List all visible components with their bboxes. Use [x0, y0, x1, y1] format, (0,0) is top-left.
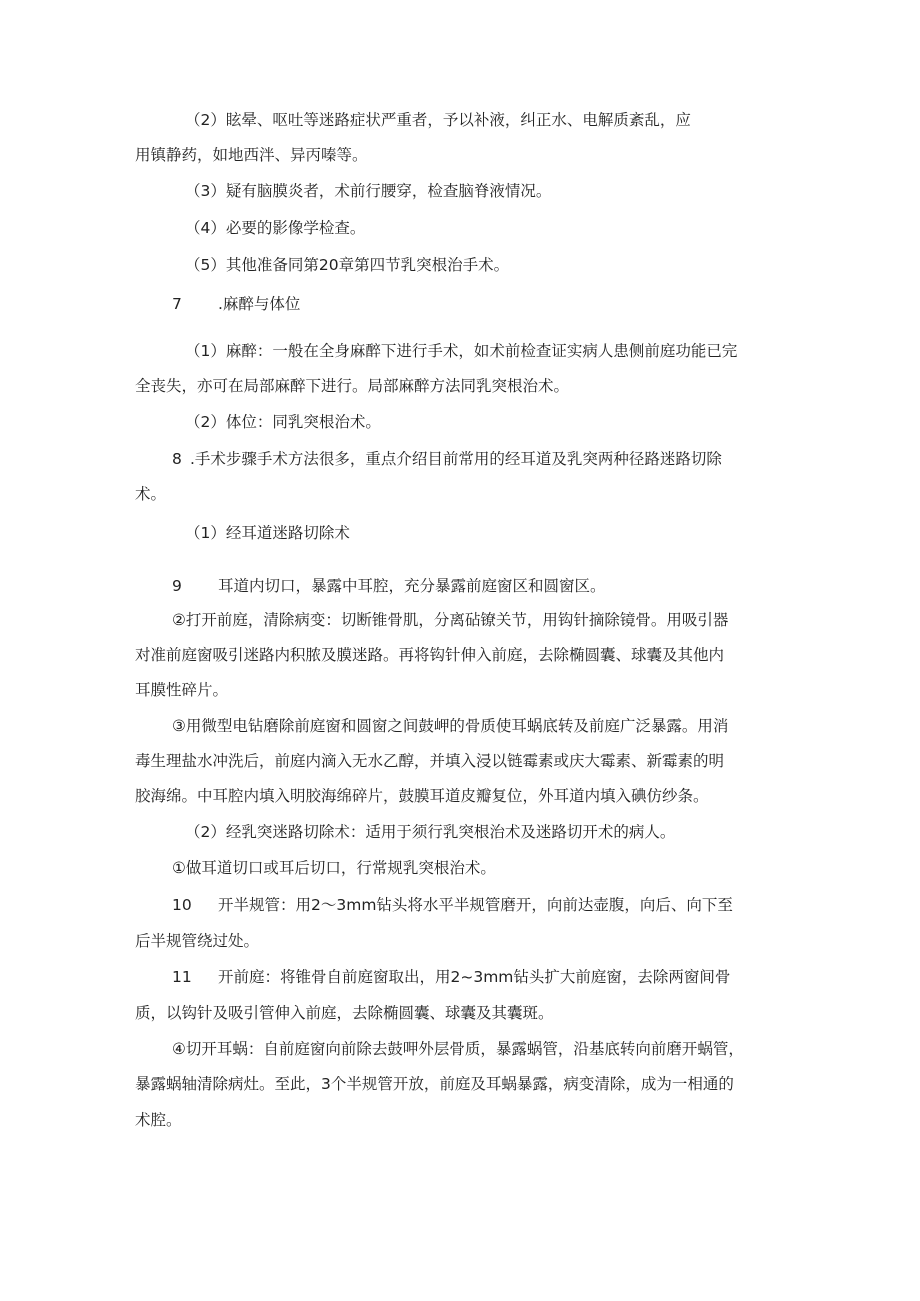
para-2-line-1: （2）眩晕、呕吐等迷路症状严重者，予以补液，纠正水、电解质紊乱，应 [185, 111, 691, 129]
anesthesia-line-1: （1）麻醉：一般在全身麻醉下进行手术，如术前检查证实病人患侧前庭功能已完 [185, 342, 738, 360]
section-number: 7 [172, 295, 182, 313]
para-4: （4）必要的影像学检查。 [185, 219, 366, 237]
section-7-heading [172, 294, 300, 314]
section-8-line-1 [172, 449, 722, 469]
step-number: 11 [172, 968, 192, 986]
step-3-line-2: 毒生理盐水冲洗后，前庭内滴入无水乙醇，并填入浸以链霉素或庆大霉素、新霉素的明 [135, 752, 725, 770]
step-text: 耳道内切口，暴露中耳腔，充分暴露前庭窗区和圆窗区。 [218, 577, 606, 595]
step-4-line-3: 术腔。 [135, 1111, 182, 1129]
step-text: 开前庭：将锥骨自前庭窗取出，用2~3mm钻头扩大前庭窗，去除两窗间骨 [218, 968, 731, 986]
step-10-line-2: 后半规管绕过处。 [135, 932, 260, 950]
step-4-line-2: 暴露蜗轴清除病灶。至此，3个半规管开放，前庭及耳蜗暴露，病变清除，成为一相通的 [135, 1075, 734, 1093]
step-4-line-1: ④切开耳蜗：自前庭窗向前除去鼓呷外层骨质，暴露蜗管，沿基底转向前磨开蜗管， [172, 1040, 744, 1058]
para-5: （5）其他准备同第20章第四节乳突根治手术。 [185, 256, 510, 274]
subheading-ear-canal: （1）经耳道迷路切除术 [185, 524, 350, 542]
position-para: （2）体位：同乳突根治术。 [185, 413, 381, 431]
step-11-line-2: 质，以钩针及吸引管伸入前庭，去除椭圆囊、球囊及其囊斑。 [135, 1004, 554, 1022]
step-number: 10 [172, 896, 192, 914]
step-number: 9 [172, 577, 182, 595]
section-8-line-2: 术。 [135, 485, 167, 503]
step-1-mastoid: ①做耳道切口或耳后切口，行常规乳突根治术。 [172, 859, 496, 877]
step-text: 开半规管：用2～3mm钻头将水平半规管磨开，向前达壶腹，向后、向下至 [218, 896, 733, 914]
section-title: .麻醉与体位 [218, 295, 301, 313]
section-text: .手术步骤手术方法很多，重点介绍目前常用的经耳道及乳突两种径路迷路切除 [189, 450, 722, 468]
step-10-line-1 [172, 895, 733, 915]
step-2-line-3: 耳膜性碎片。 [135, 681, 229, 699]
para-2-line-2: 用镇静药，如地西泮、异丙嗪等。 [135, 146, 368, 164]
anesthesia-line-2: 全丧失，亦可在局部麻醉下进行。局部麻醉方法同乳突根治术。 [135, 377, 570, 395]
step-3-line-1: ③用微型电钻磨除前庭窗和圆窗之间鼓岬的骨质使耳蜗底转及前庭广泛暴露。用消 [172, 717, 729, 735]
section-number: 8 [172, 450, 182, 468]
step-3-line-3: 胶海绵。中耳腔内填入明胶海绵碎片，鼓膜耳道皮瓣复位，外耳道内填入碘仿纱条。 [135, 787, 709, 805]
step-2-line-2: 对准前庭窗吸引迷路内积脓及膜迷路。再将钩针伸入前庭，去除椭圆囊、球囊及其他内 [135, 646, 725, 664]
step-2-line-1: ②打开前庭，清除病变：切断锥骨肌，分离砧镣关节，用钩针摘除镜骨。用吸引器 [172, 611, 729, 629]
step-9 [172, 576, 606, 596]
subheading-mastoid: （2）经乳突迷路切除术：适用于须行乳突根治术及迷路切开术的病人。 [185, 823, 676, 841]
step-11-line-1 [172, 967, 730, 987]
para-3: （3）疑有脑膜炎者，术前行腰穿，检查脑脊液情况。 [185, 182, 552, 200]
